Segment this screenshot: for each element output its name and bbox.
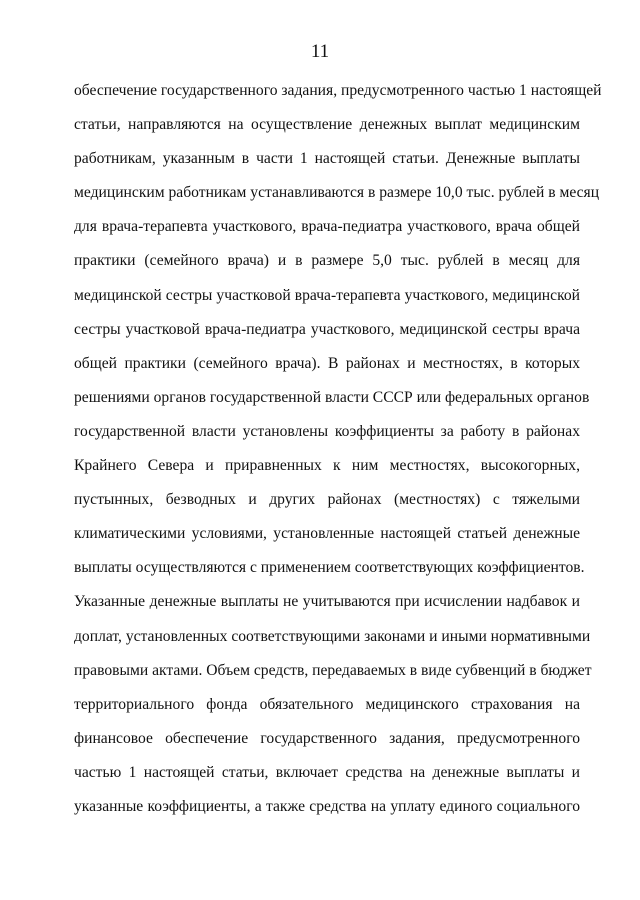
text-line: решениями органов государственной власти СССР или федеральных органов [74,388,590,406]
text-line: государственной власти установлены коэффициенты за работу в районах [74,422,580,440]
text-line: территориального фонда обязательного медицинского страхования на [74,695,580,713]
text-line: медицинской сестры участковой врача-терапевта участкового, медицинской [74,286,580,304]
text-line: пустынных, безводных и других районах (местностях) с тяжелыми [74,491,580,509]
text-line: общей практики (семейного врача). В районах и местностях, в которых [74,354,580,372]
text-line: финансовое обеспечение государственного задания, предусмотренного [74,729,580,747]
text-line: обеспечение государственного задания, предусмотренного частью 1 настоящей [74,82,602,99]
text-line: климатическими условиями, установленные настоящей статьей денежные [74,525,580,543]
text-line: доплат, установленных соответствующими законами и иными нормативными [74,627,591,645]
text-line: сестры участковой врача-педиатра участкового, медицинской сестры врача [74,320,580,338]
text-line: выплаты осуществляются с применением соответствующих коэффициентов. [74,559,585,577]
text-line: Крайнего Севера и приравненных к ним местностях, высокогорных, [74,457,580,475]
text-line: работникам, указанным в части 1 настоящей статьи. Денежные выплаты [74,150,580,168]
text-line: практики (семейного врача) и в размере 5,0 тыс. рублей в месяц для [74,252,580,270]
body-text [74,78,602,828]
text-line: Указанные денежные выплаты не учитываются при исчислении надбавок и [74,593,580,611]
text-line: для врача-терапевта участкового, врача-педиатра участкового, врача общей [74,218,580,236]
page-number: 11 [310,41,330,62]
text-line: частью 1 настоящей статьи, включает средства на денежные выплаты и [74,763,580,781]
text-line: правовыми актами. Объем средств, передаваемых в виде субвенций в бюджет [74,661,592,679]
text-line: указанные коэффициенты, а также средства на уплату единого социального [74,797,580,815]
text-line: медицинским работникам устанавливаются в размере 10,0 тыс. рублей в месяц [74,184,600,202]
text-line: статьи, направляются на осуществление денежных выплат медицинским [74,116,580,134]
